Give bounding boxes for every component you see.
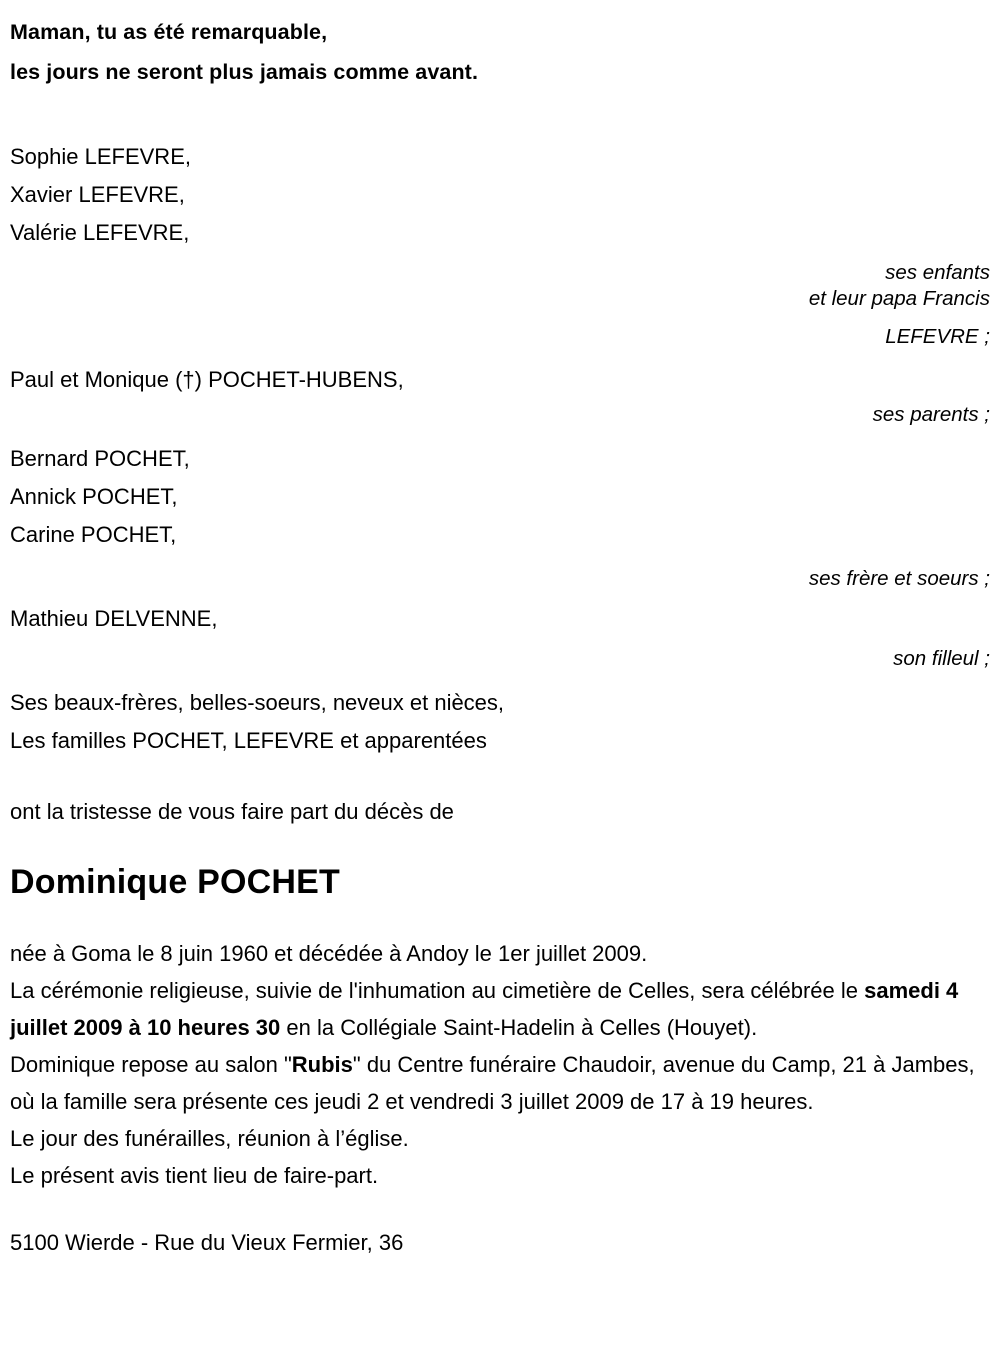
relation-siblings: ses frère et soeurs ; — [808, 567, 990, 590]
epitaph-line-2: les jours ne seront plus jamais comme avant. — [10, 60, 479, 84]
children-block — [10, 138, 990, 350]
relation-children-line-1: ses enfants — [885, 261, 990, 284]
epitaph-line-1: Maman, tu as été remarquable, — [10, 20, 328, 44]
announcement-text: ont la tristesse de vous faire part du décès de — [10, 799, 454, 824]
siblings-block — [10, 440, 990, 592]
repose-text-before: Dominique repose au salon " — [10, 1052, 292, 1077]
relation-children-line-2: et leur papa Francis — [808, 287, 990, 310]
ceremony-text-after: en la Collégiale Saint-Hadelin à Celles (Houyet). — [280, 1015, 758, 1040]
relation-godson: son filleul ; — [893, 647, 990, 670]
ceremony-line — [10, 972, 990, 1046]
family-address: 5100 Wierde - Rue du Vieux Fermier, 36 — [10, 1230, 404, 1255]
details-block — [10, 935, 990, 1194]
mourner-name: Paul et Monique (†) POCHET-HUBENS, — [10, 367, 404, 392]
reunion-line: Le jour des funérailles, réunion à l’église. — [10, 1126, 409, 1151]
mourner-name: Bernard POCHET, — [10, 446, 190, 471]
repose-salon-name: Rubis — [291, 1052, 353, 1077]
extended-family-line-1: Ses beaux-frères, belles-soeurs, neveux et nièces, — [10, 690, 505, 715]
mourner-name: Xavier LEFEVRE, — [10, 182, 185, 207]
relation-parents: ses parents ; — [872, 403, 990, 426]
mourner-name: Mathieu DELVENNE, — [10, 606, 218, 631]
ceremony-text-before: La cérémonie religieuse, suivie de l'inhumation au cimetière de Celles, sera célébrée le — [10, 978, 865, 1003]
mourner-name: Sophie LEFEVRE, — [10, 144, 191, 169]
parents-block — [10, 358, 990, 428]
repose-text-after: " du Centre funéraire Chaudoir, avenue du Camp, 21 à Jambes, où la famille sera présente ces jeudi 2 et vendredi 3 juillet 2009 de 17 à 19 heures. — [10, 1052, 975, 1114]
relation-children-line-3: LEFEVRE ; — [885, 325, 990, 348]
deceased-name: Dominique POCHET — [10, 863, 340, 901]
ceremony-datetime: samedi 4 juillet 2009 à 10 heures 30 — [10, 978, 959, 1040]
birth-death-line: née à Goma le 8 juin 1960 et décédée à Andoy le 1er juillet 2009. — [10, 941, 648, 966]
extended-family-line-2: Les familles POCHET, LEFEVRE et apparentées — [10, 728, 487, 753]
mourner-name: Valérie LEFEVRE, — [10, 220, 190, 245]
repose-line — [10, 1046, 990, 1120]
mourner-name: Carine POCHET, — [10, 522, 177, 547]
epitaph-block — [10, 12, 990, 92]
mourner-name: Annick POCHET, — [10, 484, 178, 509]
notice-line: Le présent avis tient lieu de faire-part. — [10, 1163, 379, 1188]
extended-family-block — [10, 684, 990, 760]
relation-children — [10, 260, 990, 350]
godson-block — [10, 600, 990, 672]
